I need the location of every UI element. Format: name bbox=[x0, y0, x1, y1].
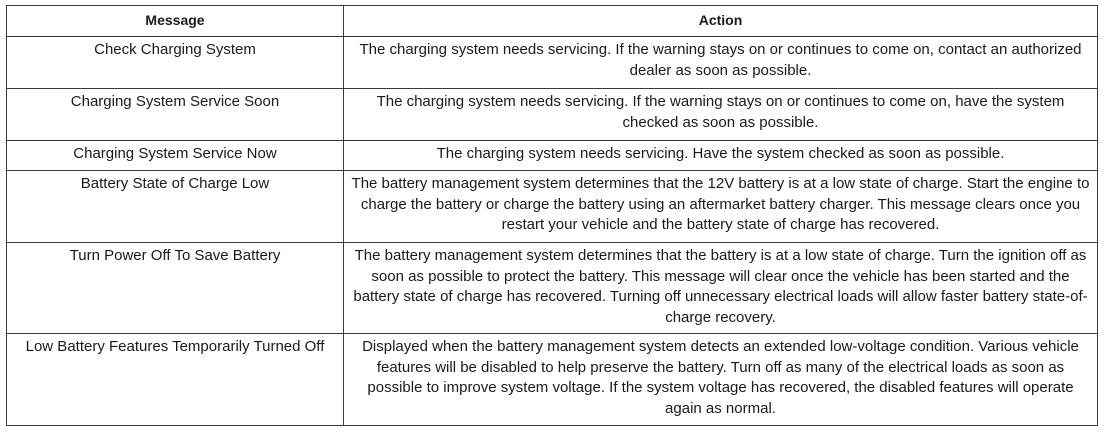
action-cell: The charging system needs servicing. If the warning stays on or continues to come on, contact an authorized dealer as soon as possible. bbox=[344, 37, 1098, 89]
table-header-row bbox=[7, 6, 1098, 37]
header-action: Action bbox=[344, 6, 1098, 37]
messages-table bbox=[6, 5, 1098, 426]
message-cell: Check Charging System bbox=[7, 37, 344, 89]
message-cell: Low Battery Features Temporarily Turned Off bbox=[7, 334, 344, 426]
table-row bbox=[7, 141, 1098, 171]
table-row bbox=[7, 334, 1098, 426]
table-row bbox=[7, 171, 1098, 243]
action-cell: Displayed when the battery management system detects an extended low-voltage condition. Various vehicle features will be disabled to help preserve the battery. Turn off as many of the electrical loads as soon as possible to improve system voltage. If the system voltage has recovered, the disabled features will operate again as normal. bbox=[344, 334, 1098, 426]
message-cell: Charging System Service Soon bbox=[7, 89, 344, 141]
message-cell: Charging System Service Now bbox=[7, 141, 344, 171]
header-message: Message bbox=[7, 6, 344, 37]
table-row bbox=[7, 37, 1098, 89]
message-cell: Turn Power Off To Save Battery bbox=[7, 243, 344, 334]
message-cell: Battery State of Charge Low bbox=[7, 171, 344, 243]
action-cell: The charging system needs servicing. Have the system checked as soon as possible. bbox=[344, 141, 1098, 171]
action-cell: The battery management system determines that the 12V battery is at a low state of charge. Start the engine to charge the battery or charge the battery using an aftermarket battery charger. This message clears once you restart your vehicle and the battery state of charge has recovered. bbox=[344, 171, 1098, 243]
document-page bbox=[6, 5, 1098, 426]
table-row bbox=[7, 89, 1098, 141]
action-cell: The battery management system determines that the battery is at a low state of charge. Turn the ignition off as soon as possible to protect the battery. This message will clear once the vehicle has been started and the battery state of charge has recovered. Turning off unnecessary electrical loads will allow faster battery state-of-charge recovery. bbox=[344, 243, 1098, 334]
action-cell: The charging system needs servicing. If the warning stays on or continues to come on, have the system checked as soon as possible. bbox=[344, 89, 1098, 141]
table-row bbox=[7, 243, 1098, 334]
